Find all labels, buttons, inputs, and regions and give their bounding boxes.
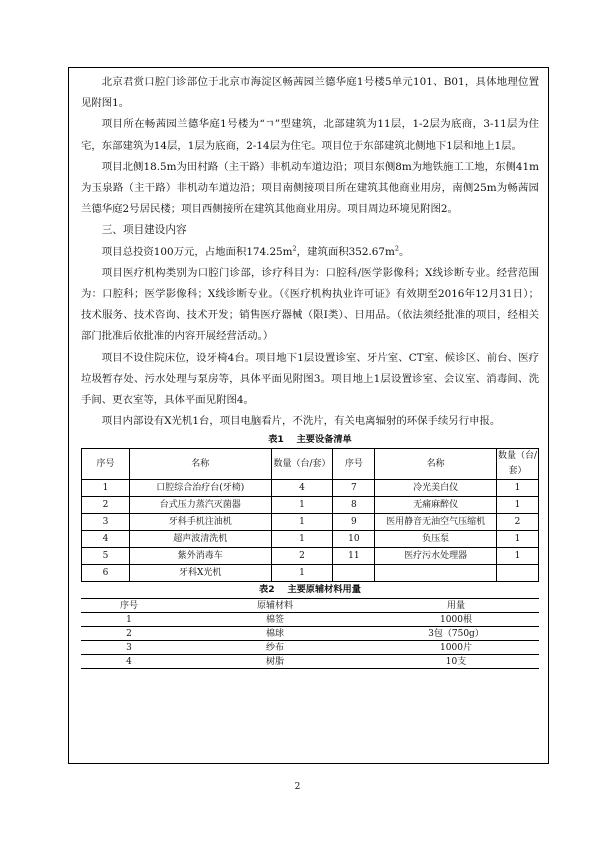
column-header: 原辅材料 bbox=[177, 599, 373, 613]
table-cell: 1000根 bbox=[373, 613, 539, 627]
table-cell: 1 bbox=[497, 497, 539, 514]
table-cell: 1 bbox=[497, 548, 539, 565]
column-header: 数量（台/套） bbox=[271, 449, 333, 480]
table-cell: 口腔综合治疗台(牙椅) bbox=[129, 480, 271, 497]
table-cell: 台式压力蒸汽灭菌器 bbox=[129, 497, 271, 514]
table1-caption: 表1 主要设备清单 bbox=[268, 434, 352, 446]
table-cell: 1000片 bbox=[373, 641, 539, 655]
paragraph-surroundings: 项目北侧18.5m为田村路（主干路）非机动车道边沿；项目东侧8m为地铁施工工地，东侧41m为玉泉路（主干路）非机动车道边沿；项目南侧接项目所在建筑其他商业用房，南侧25m为畅茜园兰德华庭2号居民楼；项目西侧接所在建筑其他商业用房。项目周边环境见附图2。 bbox=[81, 160, 539, 216]
table-header-row bbox=[82, 449, 539, 480]
table-cell: 1 bbox=[497, 531, 539, 548]
table-row bbox=[82, 548, 539, 565]
table-cell: 3 bbox=[82, 514, 130, 531]
paragraph-xray: 项目内部设有X光机1台，项目电脑看片，不洗片，有关电离辐射的环保手续另行申报。 bbox=[101, 415, 501, 428]
table-cell: 医疗污水处理器 bbox=[375, 548, 497, 565]
table-cell: 3包（750g） bbox=[373, 627, 539, 641]
column-header: 序号 bbox=[333, 449, 375, 480]
table-cell: 棉球 bbox=[177, 627, 373, 641]
table-cell: 10 bbox=[333, 531, 375, 548]
table-cell: 医用静音无油空气压缩机 bbox=[375, 514, 497, 531]
paragraph-location: 北京君赏口腔门诊部位于北京市海淀区畅茜园兰德华庭1号楼5单元101、B01，具体地理位置见附图1。 bbox=[81, 76, 539, 110]
table-cell: 紫外消毒车 bbox=[129, 548, 271, 565]
paragraph-investment: 项目总投资100万元，占地面积$174.25m^2$，建筑面积$352.67m^2$。 bbox=[101, 244, 410, 258]
table-row bbox=[82, 480, 539, 497]
table-cell: 棉签 bbox=[177, 613, 373, 627]
table-cell: 4 bbox=[81, 655, 177, 669]
table-cell bbox=[375, 565, 497, 582]
document-body bbox=[81, 72, 539, 669]
paragraph-building: 项目所在畅茜园兰德华庭1号楼为“ㄱ”型建筑，北部建筑为11层，1-2层为底商，3-11层为住宅，东部建筑为14层，1层为底商，2-14层为住宅。项目位于东部建筑北侧地下1层和地上1层。 bbox=[81, 118, 539, 152]
table-cell: 1 bbox=[271, 497, 333, 514]
table-cell: 超声波清洗机 bbox=[129, 531, 271, 548]
table-cell: 6 bbox=[82, 565, 130, 582]
table-cell: 1 bbox=[271, 565, 333, 582]
page-number: 2 bbox=[294, 782, 301, 792]
table-cell: 8 bbox=[333, 497, 375, 514]
table2-caption: 表2 主要原辅材料用量 bbox=[259, 584, 361, 596]
column-header: 数量（台/套） bbox=[497, 449, 539, 480]
table-cell: 3 bbox=[81, 641, 177, 655]
table-cell: 树脂 bbox=[177, 655, 373, 669]
table-cell: 牙科手机注油机 bbox=[129, 514, 271, 531]
table-cell: 2 bbox=[271, 548, 333, 565]
table-row bbox=[82, 514, 539, 531]
paragraph-layout: 项目不设住院床位，设牙椅4台。项目地下1层设置诊室、牙片室、CT室、候诊区、前台、医疗垃圾暂存处、污水处理与泵房等，具体平面见附图3。项目地上1层设置诊室、会议室、消毒间、洗手间、更衣室等，具体平面见附图4。 bbox=[81, 351, 539, 407]
table-cell: 10支 bbox=[373, 655, 539, 669]
table-cell: 负压泵 bbox=[375, 531, 497, 548]
table-cell: 1 bbox=[497, 480, 539, 497]
column-header: 名称 bbox=[375, 449, 497, 480]
table-header-row bbox=[81, 599, 539, 613]
column-header: 名称 bbox=[129, 449, 271, 480]
table-cell: 1 bbox=[81, 613, 177, 627]
table-cell: 1 bbox=[271, 531, 333, 548]
paragraph-scope: 项目医疗机构类别为口腔门诊部，诊疗科目为：口腔科/医学影像科；X线诊断专业。经营范围为：口腔科；医学影像科；X线诊断专业。（《医疗机构执业许可证》有效期至2016年12月31日）；技术服务、技术咨询、技术开发；销售医疗器械（限I类）、日用品。（依法须经批准的项目，经相关部门批准后依批准的内容开展经营活动。） bbox=[81, 266, 539, 343]
table-cell: 4 bbox=[82, 531, 130, 548]
table-row bbox=[81, 655, 539, 669]
table-cell: 牙科X光机 bbox=[129, 565, 271, 582]
column-header: 用量 bbox=[373, 599, 539, 613]
table-cell bbox=[333, 565, 375, 582]
table-row bbox=[82, 531, 539, 548]
table-cell: 2 bbox=[82, 497, 130, 514]
table-cell bbox=[497, 565, 539, 582]
table-cell: 9 bbox=[333, 514, 375, 531]
table-cell: 2 bbox=[81, 627, 177, 641]
table-cell: 2 bbox=[497, 514, 539, 531]
section-heading-construction: 三、项目建设内容 bbox=[101, 224, 187, 237]
table-cell: 7 bbox=[333, 480, 375, 497]
table-row bbox=[81, 641, 539, 655]
table-cell: 11 bbox=[333, 548, 375, 565]
table-row bbox=[82, 565, 539, 582]
table-row bbox=[81, 627, 539, 641]
equipment-table bbox=[81, 448, 539, 582]
column-header: 序号 bbox=[81, 599, 177, 613]
column-header: 序号 bbox=[82, 449, 130, 480]
table-cell: 纱布 bbox=[177, 641, 373, 655]
table-cell: 4 bbox=[271, 480, 333, 497]
table-cell: 冷光美白仪 bbox=[375, 480, 497, 497]
table-cell: 1 bbox=[271, 514, 333, 531]
table-row bbox=[82, 497, 539, 514]
table-cell: 5 bbox=[82, 548, 130, 565]
table-cell: 无痛麻醉仪 bbox=[375, 497, 497, 514]
materials-table bbox=[81, 598, 539, 669]
table-row bbox=[81, 613, 539, 627]
table-cell: 1 bbox=[82, 480, 130, 497]
